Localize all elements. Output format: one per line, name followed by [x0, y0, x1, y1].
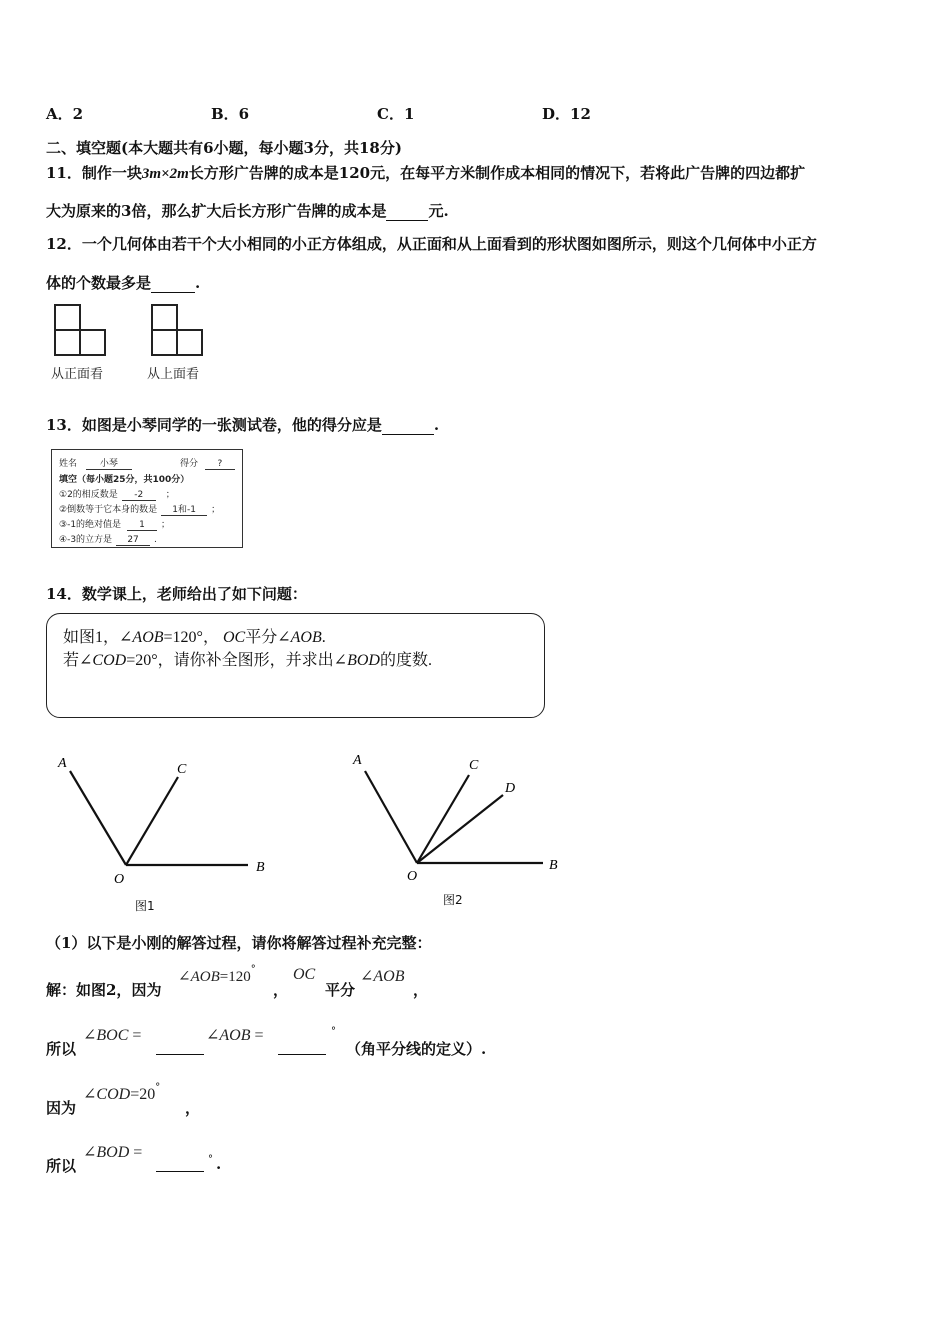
solution-line4-degree: °: [208, 1154, 213, 1165]
label-c-fig2: C: [469, 758, 479, 773]
test-paper: [51, 449, 243, 548]
paper-item-4: ④-3的立方是 27 .: [59, 535, 157, 545]
solution-line1-oc: OC: [293, 966, 316, 983]
label-o-fig2: O: [407, 869, 418, 884]
ray-od-fig2: [417, 795, 503, 863]
paper-name-label: 姓名: [59, 459, 78, 469]
q14-problem-box: [46, 613, 545, 718]
paper-name-value: 小琴: [86, 456, 132, 470]
figure-2-caption: 图2: [443, 893, 463, 907]
paper-item-3: ③-1的绝对值是 1 ；: [59, 520, 171, 530]
q11-line2: 大为原来的3倍，那么扩大后长方形广告牌的成本是 元.: [46, 202, 449, 220]
solution-blank-aob[interactable]: [278, 1036, 326, 1055]
q12-answer-blank[interactable]: [151, 274, 195, 293]
solution-line3-math: ∠COD=20°: [83, 1082, 161, 1103]
ray-oa-fig1: [70, 771, 126, 865]
label-b-fig2: B: [549, 858, 558, 873]
ray-oc-fig1: [126, 777, 178, 865]
q14-box-line1: 如图1，∠AOB=120°， OC平分∠AOB.: [63, 629, 326, 646]
solution-line4-pre: 所以: [46, 1157, 77, 1175]
solution-line2-degree: °: [331, 1026, 336, 1037]
q11-dimension: 3m×2m: [141, 166, 189, 182]
paper-item-2: ②倒数等于它本身的数是 1和-1 ；: [59, 502, 220, 516]
option-c: C．1: [377, 105, 415, 123]
solution-line1-bisects: 平分: [325, 981, 356, 999]
paper-score-value: ?: [205, 459, 235, 470]
q14-intro: 14．数学课上，老师给出了如下问题：: [46, 585, 307, 603]
solution-line3-pre: 因为: [46, 1099, 77, 1117]
front-view-shape: [55, 305, 105, 355]
front-view-caption: 从正面看: [51, 367, 104, 382]
label-a-fig1: A: [58, 756, 67, 771]
label-a-fig2: A: [353, 753, 362, 768]
solution-line3-end: ，: [185, 1099, 201, 1117]
label-c-fig1: C: [177, 762, 187, 777]
figure-2: [345, 745, 575, 890]
label-b-fig1: B: [256, 860, 265, 875]
q11-answer-blank[interactable]: [386, 202, 428, 221]
solution-line2-math1: ∠BOC =: [83, 1027, 142, 1044]
q12-line2: 体的个数最多是 .: [46, 274, 201, 292]
q13-answer-blank[interactable]: [382, 416, 434, 435]
solution-line1: 解：如图2，因为: [46, 981, 162, 999]
label-d-fig2: D: [505, 781, 516, 796]
q14-box-line2: 若∠COD=20°，请你补全图形，并求出∠BOD的度数.: [63, 652, 432, 669]
solution-line1-end: ，: [413, 981, 429, 999]
ray-oa-fig2: [365, 771, 417, 863]
top-view-shape: [152, 305, 202, 355]
figure-1-caption: 图1: [135, 899, 155, 913]
paper-item-1: ①2的相反数是 -2 ；: [59, 490, 175, 500]
solution-part1: （1）以下是小刚的解答过程，请你将解答过程补充完整：: [46, 934, 432, 952]
top-view-caption: 从上面看: [147, 367, 200, 382]
q13-line: 13．如图是小琴同学的一张测试卷，他的得分应是 .: [46, 416, 440, 434]
paper-score-label: 得分: [180, 459, 199, 469]
option-b: B．6: [211, 105, 250, 123]
q12-views: [50, 300, 220, 360]
option-a: A．2: [46, 105, 84, 123]
solution-line1-math: ∠AOB=120°: [178, 964, 256, 985]
section-title: 二、填空题(本大题共有6小题，每小题3分，共18分): [46, 139, 402, 157]
solution-line1-comma: ，: [273, 981, 289, 999]
solution-line2-pre: 所以: [46, 1040, 77, 1058]
label-o-fig1: O: [114, 872, 125, 887]
option-d: D．12: [542, 105, 591, 123]
q12-line1: 12．一个几何体由若干个大小相同的小正方体组成，从正面和从上面看到的形状图如图所示，则这个几何体中小正方: [46, 235, 817, 253]
solution-blank-boc[interactable]: [156, 1036, 204, 1055]
solution-line2-post: （角平分线的定义）.: [346, 1040, 487, 1058]
solution-line4-end: .: [216, 1155, 222, 1173]
solution-line1-aob: ∠AOB: [360, 968, 405, 985]
solution-line2-math2: ∠AOB =: [206, 1027, 264, 1044]
solution-line4-math: ∠BOD =: [83, 1144, 143, 1161]
q11-line1: 11．制作一块3m×2m长方形广告牌的成本是120元，在每平方米制作成本相同的情况下，若将此广告牌的四边都扩: [46, 164, 806, 182]
solution-blank-bod[interactable]: [156, 1153, 204, 1172]
figure-1: [50, 745, 290, 890]
paper-heading: 填空（每小题25分，共100分）: [59, 475, 190, 485]
ray-oc-fig2: [417, 775, 469, 863]
